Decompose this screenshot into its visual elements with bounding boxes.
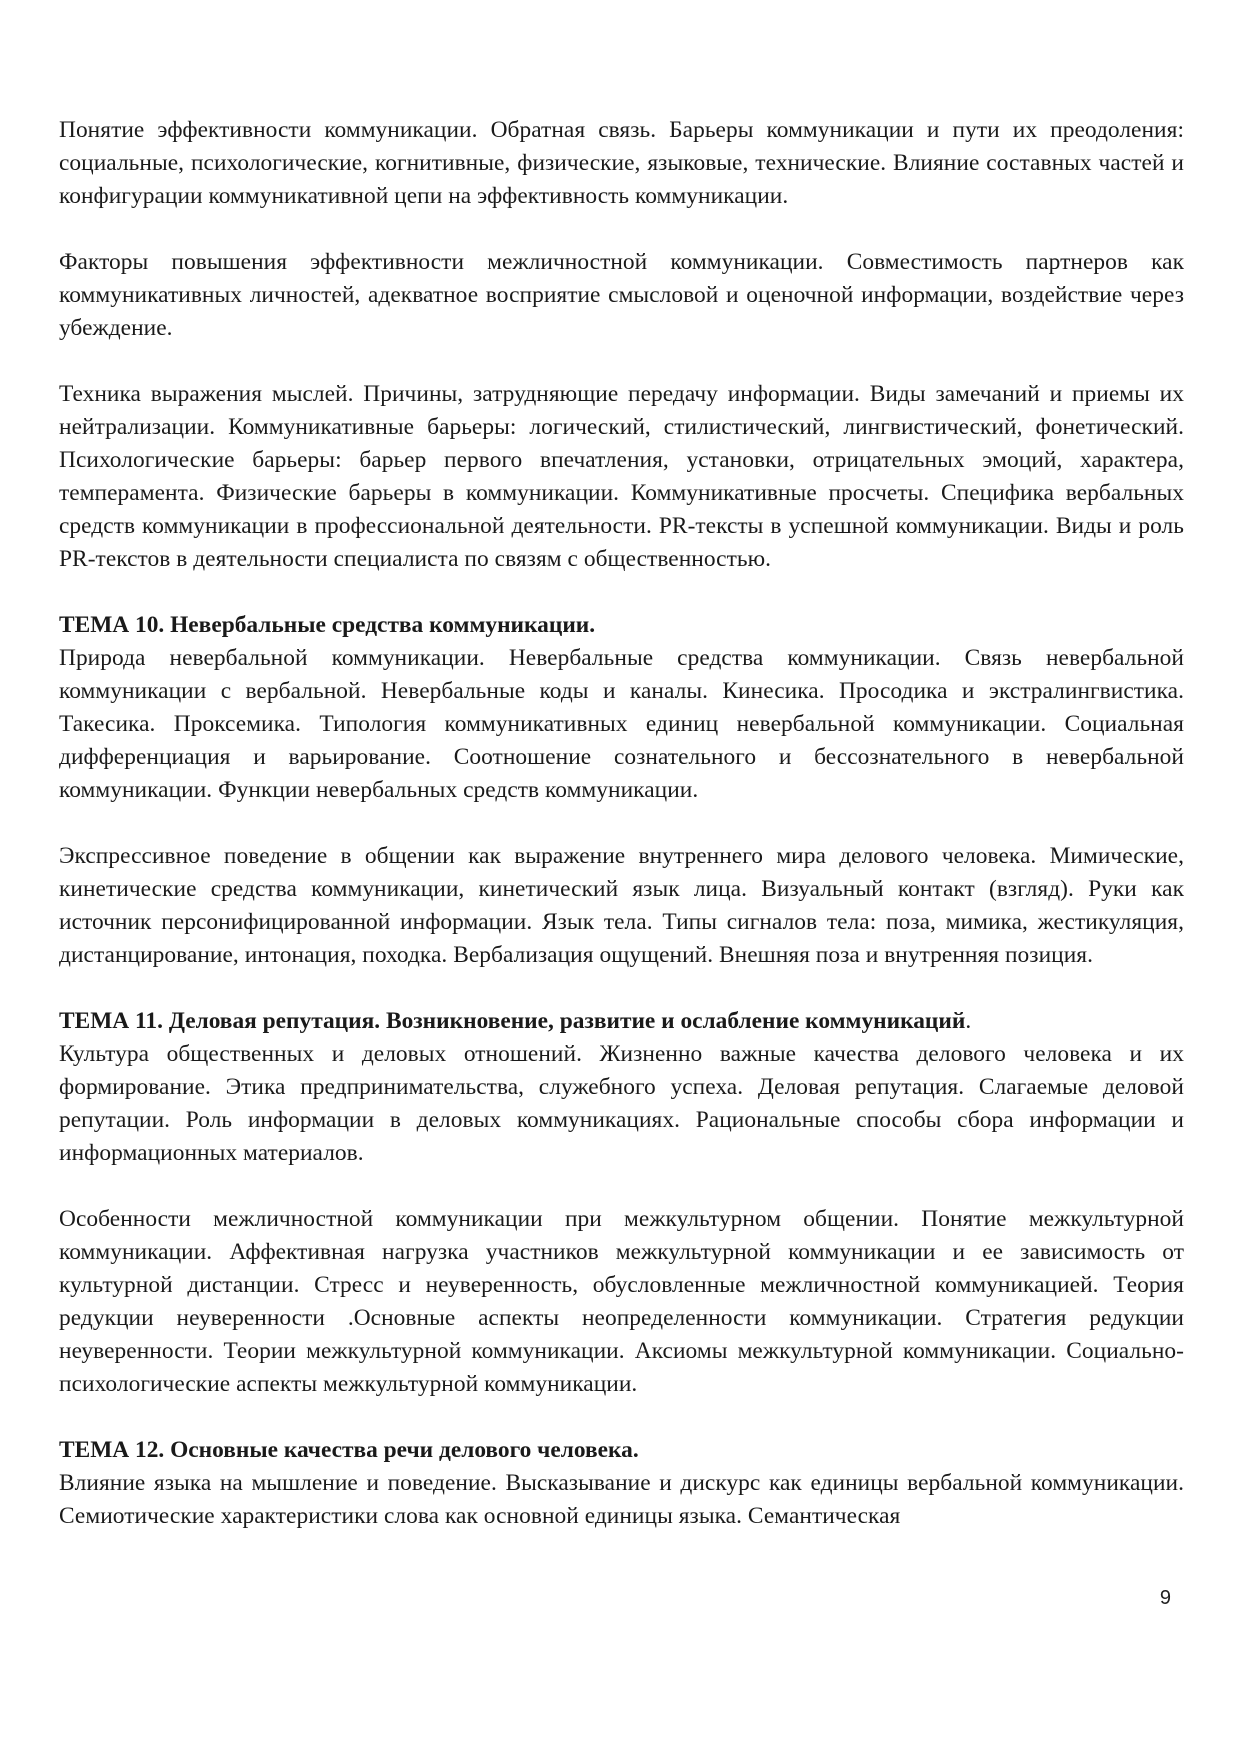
topic-11-heading-text: ТЕМА 11. Деловая репутация. Возникновение, развитие и ослабление коммуникаций — [59, 1008, 966, 1034]
paragraph-expression-technique: Техника выражения мыслей. Причины, затрудняющие передачу информации. Виды замечаний и приемы их нейтрализации. Коммуникативные барьеры: логический, стилистический, лингвистический, фонетический. Психологические барьеры: барьер первого впечатления, установки, отрицательных эмоций, характера, темперамента. Физические барьеры в коммуникации. Коммуникативные просчеты. Специфика вербальных средств коммуникации в профессиональной деятельности. PR-тексты в успешной коммуникации. Виды и роль PR-текстов в деятельности специалиста по связям с общественностью. — [59, 381, 1184, 572]
topic-11-heading-trail: . — [965, 1008, 972, 1034]
paragraph-intercultural-communication: Особенности межличностной коммуникации при межкультурном общении. Понятие межкультурной коммуникации. Аффективная нагрузка участников межкультурной коммуникации и ее зависимость от культурной дистанции. Стресс и неуверенность, обусловленные межличностной коммуникацией. Теория редукции неуверенности .Основные аспекты неопределенности коммуникации. Стратегия редукции неуверенности. Теории межкультурной коммуникации. Аксиомы межкультурной коммуникации. Социально-психологические аспекты межкультурной коммуникации. — [59, 1206, 1184, 1397]
paragraph-gap — [59, 807, 1184, 840]
page-number: 9 — [1159, 1587, 1171, 1609]
paragraph-gap — [59, 213, 1184, 246]
paragraph-business-culture: Культура общественных и деловых отношений. Жизненно важные качества делового человека и их формирование. Этика предпринимательства, служебного успеха. Деловая репутация. Слагаемые деловой репутации. Роль информации в деловых коммуникациях. Рациональные способы сбора информации и информационных материалов. — [59, 1041, 1184, 1166]
paragraph-gap — [59, 1401, 1184, 1434]
paragraph-communication-effectiveness: Понятие эффективности коммуникации. Обратная связь. Барьеры коммуникации и пути их преодоления: социальные, психологические, когнитивные, физические, языковые, технические. Влияние составных частей и конфигурации коммуникативной цепи на эффективность коммуникации. — [59, 117, 1184, 209]
paragraph-gap — [59, 345, 1184, 378]
document-page — [59, 114, 1184, 1533]
topic-12-heading: ТЕМА 12. Основные качества речи делового человека. — [59, 1437, 639, 1463]
paragraph-effectiveness-factors: Факторы повышения эффективности межличностной коммуникации. Совместимость партнеров как коммуникативных личностей, адекватное восприятие смысловой и оценочной информации, воздействие через убеждение. — [59, 249, 1184, 341]
topic-11-heading — [59, 1005, 1184, 1038]
paragraph-expressive-behavior: Экспрессивное поведение в общении как выражение внутреннего мира делового человека. Мимические, кинетические средства коммуникации, кинетический язык лица. Визуальный контакт (взгляд). Руки как источник персонифицированной информации. Язык тела. Типы сигналов тела: поза, мимика, жестикуляция, дистанцирование, интонация, походка. Вербализация ощущений. Внешняя поза и внутренняя позиция. — [59, 843, 1184, 968]
paragraph-nonverbal-nature: Природа невербальной коммуникации. Невербальные средства коммуникации. Связь невербальной коммуникации с вербальной. Невербальные коды и каналы. Кинесика. Просодика и экстралингвистика. Такесика. Проксемика. Типология коммуникативных единиц невербальной коммуникации. Социальная дифференциация и варьирование. Соотношение сознательного и бессознательного в невербальной коммуникации. Функции невербальных средств коммуникации. — [59, 645, 1184, 803]
topic-10-heading: ТЕМА 10. Невербальные средства коммуникации. — [59, 612, 596, 638]
paragraph-gap — [59, 576, 1184, 609]
paragraph-language-influence: Влияние языка на мышление и поведение. Высказывание и дискурс как единицы вербальной коммуникации. Семиотические характеристики слова как основной единицы языка. Семантическая — [59, 1470, 1184, 1529]
paragraph-gap — [59, 972, 1184, 1005]
paragraph-gap — [59, 1170, 1184, 1203]
